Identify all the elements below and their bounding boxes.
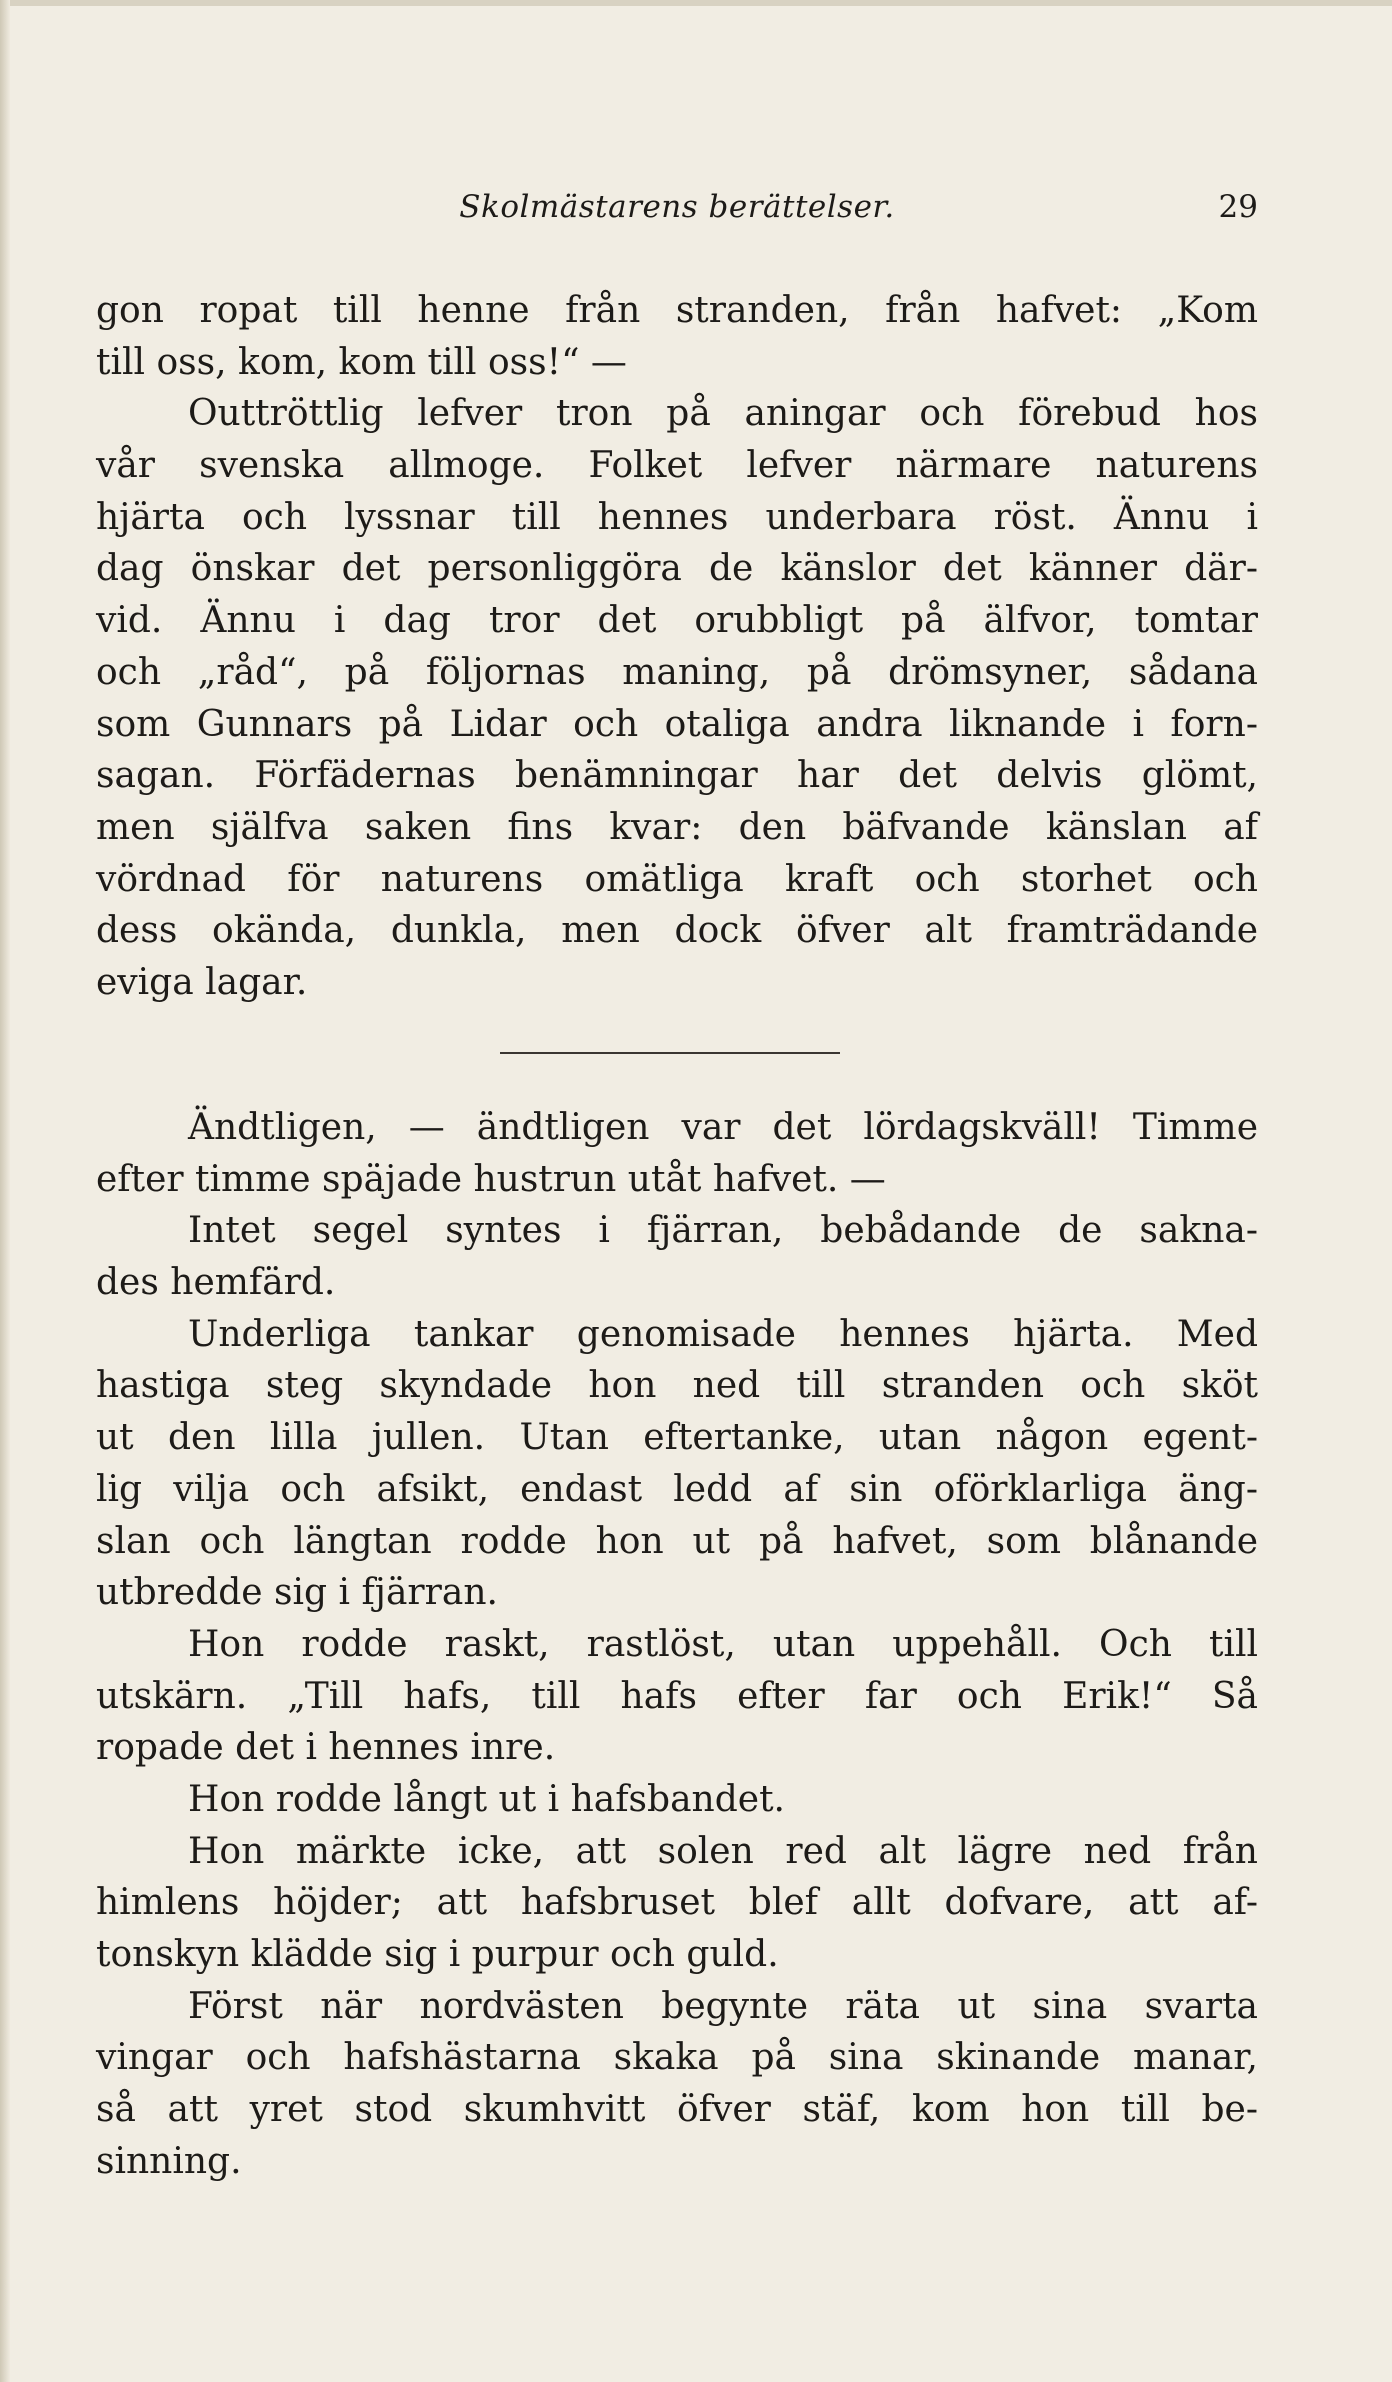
text-line: efter timme späjade hustrun utåt hafvet. — <box>96 1158 886 1200</box>
text-line: Intet segel syntes i fjärran, bebådande de sakna- <box>188 1210 1258 1252</box>
text-line: eviga lagar. <box>96 961 308 1003</box>
text-line: utbredde sig i fjärran. <box>96 1572 498 1614</box>
text-line: Ändtligen, — ändtligen var det lördagskväll! Timme <box>188 1107 1258 1148</box>
text-line: hjärta och lyssnar till hennes underbara röst. Ännu i <box>96 496 1258 538</box>
text-line: vingar och hafshästarna skaka på sina skinande manar, <box>96 2037 1258 2079</box>
text-line: utskärn. „Till hafs, till hafs efter far och Erik!“ Så <box>96 1675 1258 1717</box>
section-divider <box>500 1052 840 1054</box>
text-line: Underliga tankar genomisade hennes hjärta. Med <box>188 1313 1258 1355</box>
running-title: Skolmästarens berättelser. <box>459 189 895 225</box>
text-line: ropade det i hennes inre. <box>96 1727 556 1769</box>
page-binding-edge <box>0 0 10 2382</box>
text-line: dess okända, dunkla, men dock öfver alt framträdande <box>96 910 1258 952</box>
text-line: dag önskar det personliggöra de känslor det känner där- <box>96 548 1258 590</box>
page-top-edge <box>0 0 1392 6</box>
text-line: hastiga steg skyndade hon ned till stranden och sköt <box>96 1365 1258 1407</box>
text-line: gon ropat till henne från stranden, från hafvet: „Kom <box>96 290 1258 331</box>
text-line: och „råd“, på följornas maning, på drömsyner, sådana <box>96 651 1258 693</box>
text-line: lig vilja och afsikt, endast ledd af sin oförklarliga äng- <box>96 1468 1258 1510</box>
paragraph-block-2 <box>96 1102 1258 2187</box>
text-line: vördnad för naturens omätliga kraft och storhet och <box>96 858 1258 900</box>
text-line: som Gunnars på Lidar och otaliga andra liknande i forn- <box>96 703 1258 745</box>
text-line: ut den lilla jullen. Utan eftertanke, utan någon egent- <box>96 1417 1258 1459</box>
text-line: Hon rodde långt ut i hafsbandet. <box>188 1778 785 1820</box>
text-line: men själfva saken fins kvar: den bäfvande känslan af <box>96 806 1258 848</box>
text-line: så att yret stod skumhvitt öfver stäf, kom hon till be- <box>96 2089 1258 2131</box>
text-line: tonskyn klädde sig i purpur och guld. <box>96 1934 779 1975</box>
text-line: vid. Ännu i dag tror det orubbligt på älfvor, tomtar <box>96 600 1258 642</box>
text-line: till oss, kom, kom till oss!“ — <box>96 341 627 383</box>
text-line: sinning. <box>96 2140 242 2182</box>
page-header <box>96 182 1258 232</box>
text-line: Outtröttlig lefver tron på aningar och förebud hos <box>188 393 1258 435</box>
text-line: Först när nordvästen begynte räta ut sina svarta <box>188 1985 1258 2027</box>
text-line: vår svenska allmoge. Folket lefver närmare naturens <box>96 445 1258 487</box>
paragraph-block-1 <box>96 285 1258 1009</box>
text-line: slan och längtan rodde hon ut på hafvet, som blånande <box>96 1520 1258 1562</box>
text-line: himlens höjder; att hafsbruset blef allt dofvare, att af- <box>96 1882 1258 1924</box>
page-number: 29 <box>1218 189 1258 225</box>
text-line: des hemfärd. <box>96 1262 336 1304</box>
text-line: Hon rodde raskt, rastlöst, utan uppehåll. Och till <box>188 1623 1258 1665</box>
text-line: sagan. Förfädernas benämningar har det delvis glömt, <box>96 755 1258 797</box>
text-line: Hon märkte icke, att solen red alt lägre ned från <box>188 1830 1258 1872</box>
